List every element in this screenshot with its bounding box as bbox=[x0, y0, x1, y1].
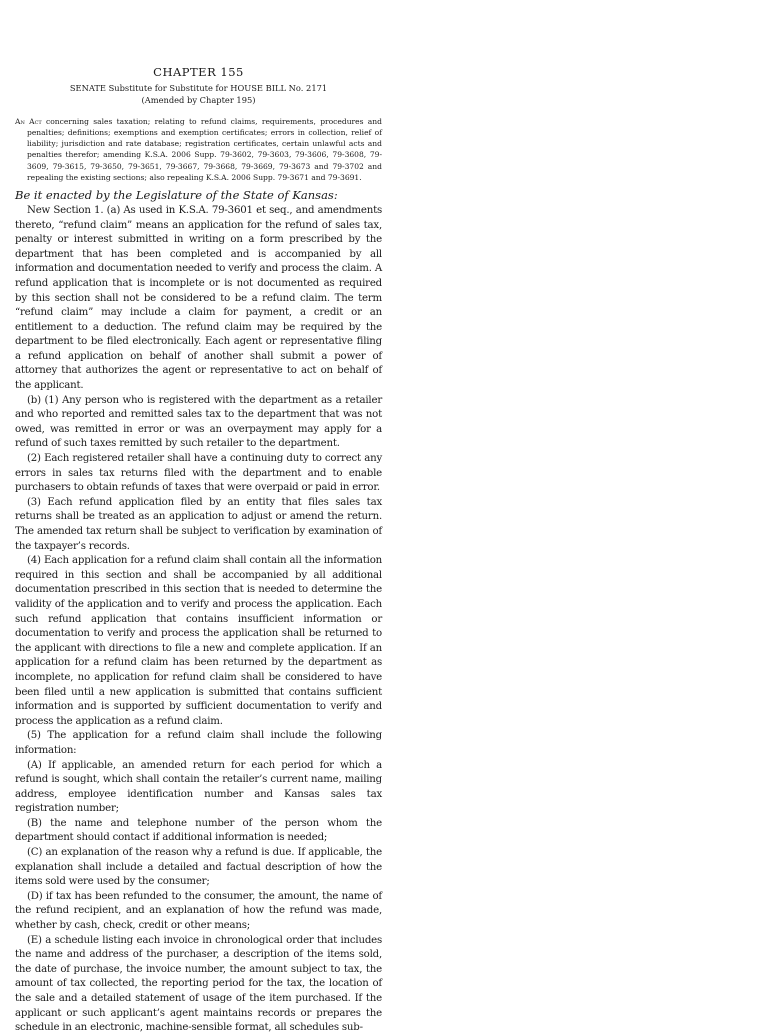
act-lead: An Act bbox=[15, 117, 42, 126]
enacting-clause: Be it enacted by the Legislature of the State of Kansas: bbox=[15, 187, 338, 202]
bill-title: SENATE Substitute for Substitute for HOUSE BILL No. 2171 bbox=[69, 83, 328, 93]
paragraph: (5) The application for a refund claim shall include the following information: bbox=[15, 730, 382, 756]
paragraph: New Section 1. (a) As used in K.S.A. 79-3601 et seq., and amendments thereto, “refund claim” means an application for the refund of sales tax, penalty or interest submitted in writing on a form prescribed by the department that has been completed and is accompanied by all information and documentation needed to verify and process the claim. A refund application that is incomplete or is not documented as required by this section shall not be considered to be a refund claim. The term “refund claim” may include a claim for payment, a credit or an entitlement to a deduction. The refund claim may be required by the department to be filed electronically. Each agent or representative filing a refund application on behalf of another shall submit a power of attorney that authorizes the agent or representative to act on behalf of the applicant. bbox=[15, 204, 382, 392]
paragraph: (C) an explanation of the reason why a refund is due. If applicable, the explanation shall include a detailed and factual description of how the items sold were used by the consumer; bbox=[15, 847, 382, 888]
act-title bbox=[15, 116, 382, 183]
act-description: concerning sales taxation; relating to refund claims, requirements, procedures and penalties; definitions; exemptions and exemption certificates; errors in collection, relief of liability; jurisdiction and rate database; registration certificates, certain unlawful acts and penalties therefor; amending K.S.A. 2006 Supp. 79-3602, 79-3603, 79-3606, 79-3608, 79-3609, 79-3615, 79-3650, 79-3651, 79-3667, 79-3668, 79-3669, 79-3673 and 79-3702 and repealing the existing sections; also repealing K.S.A. 2006 Supp. 79-3671 and 79-3691. bbox=[27, 117, 382, 182]
paragraph: (B) the name and telephone number of the person whom the department should contact if additional information is needed; bbox=[15, 817, 382, 844]
paragraph: (D) if tax has been refunded to the consumer, the amount, the name of the refund recipient, and an explanation of how the refund was made, whether by cash, check, credit or other means; bbox=[15, 890, 382, 932]
amended-note: (Amended by Chapter 195) bbox=[141, 95, 256, 105]
bill-body bbox=[15, 204, 382, 1036]
chapter-heading: CHAPTER 155 bbox=[153, 65, 244, 79]
document-page bbox=[15, 62, 382, 1036]
paragraph: (E) a schedule listing each invoice in chronological order that includes the name and address of the purchaser, a description of the items sold, the date of purchase, the invoice number, the amount subject to tax, the amount of tax collected, the reporting period for the tax, the location of the sale and a detailed statement of usage of the item purchased. If the applicant or such applicant’s agent maintains records or prepares the schedule in an electronic, machine-sensible format, all schedules sub- bbox=[15, 934, 382, 1034]
paragraph: (A) If applicable, an amended return for each period for which a refund is sought, which shall contain the retailer’s current name, mailing address, employee identification number and Kansas sales tax registration number; bbox=[15, 759, 382, 815]
paragraph: (3) Each refund application filed by an entity that files sales tax returns shall be treated as an application to adjust or amend the return. The amended tax return shall be subject to verification by examination of the taxpayer’s records. bbox=[15, 496, 382, 552]
paragraph: (4) Each application for a refund claim shall contain all the information required in this section and shall be accompanied by all additional documentation prescribed in this section that is needed to determine the validity of the application and to verify and process the application. Each such refund application that contains insufficient information or documentation to verify and process the application shall be returned to the applicant with directions to file a new and complete application. If an application for a refund claim has been returned by the department as incomplete, no application for refund claim shall be considered to have been filed until a new application is submitted that contains sufficient information and is supported by sufficient documentation to verify and process the application as a refund claim. bbox=[15, 555, 382, 727]
paragraph: (b) (1) Any person who is registered with the department as a retailer and who reported and remitted sales tax to the department that was not owed, was remitted in error or was an overpayment may apply for a refund of such taxes remitted by such retailer to the department. bbox=[15, 394, 382, 450]
paragraph: (2) Each registered retailer shall have a continuing duty to correct any errors in sales tax returns filed with the department and to enable purchasers to obtain refunds of taxes that were overpaid or paid in error. bbox=[15, 453, 382, 494]
